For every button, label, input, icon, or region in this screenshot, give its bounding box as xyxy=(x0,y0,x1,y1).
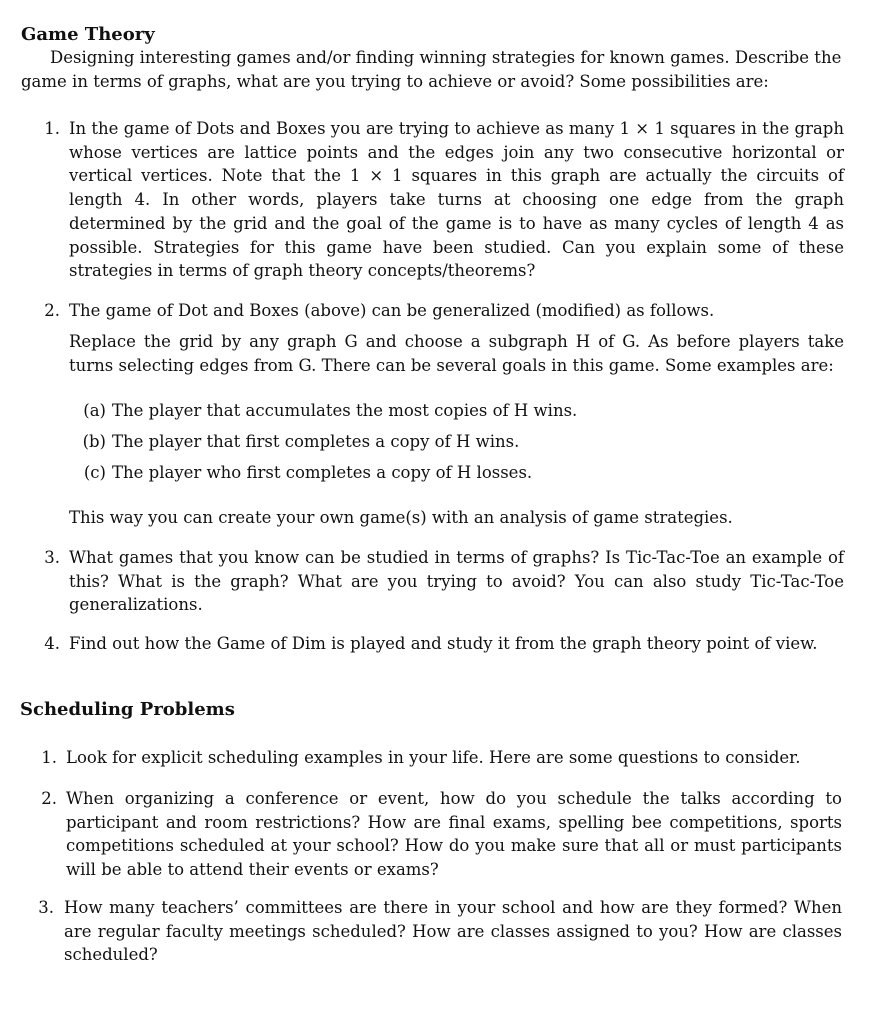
gt-item-4-number: 4. xyxy=(44,634,60,653)
sp-item-2-number: 2. xyxy=(41,789,57,808)
gt-item-2-number: 2. xyxy=(44,301,60,320)
sp-item-1-text: Look for explicit scheduling examples in your life. Here are some questions to consider. xyxy=(66,748,801,767)
intro-line-1: Designing interesting games and/or finding winning strategies for known games. Describe the xyxy=(50,48,842,67)
section-heading-game-theory: Game Theory xyxy=(21,24,155,45)
gt-item-2-paragraph: Replace the grid by any graph G and choose a subgraph H of G. As before players take turns selecting edges from G. There can be several goals in this game. Some examples are: xyxy=(69,332,844,375)
gt-subitem-a-text: The player that accumulates the most copies of H wins. xyxy=(112,401,578,420)
intro-line-2: game in terms of graphs, what are you trying to achieve or avoid? Some possibilities are: xyxy=(21,72,769,91)
sp-item-3-number: 3. xyxy=(38,898,54,917)
section-heading-scheduling: Scheduling Problems xyxy=(20,699,235,720)
gt-item-3-text: What games that you know can be studied in terms of graphs? Is Tic-Tac-Toe an example of this? What is the graph? What are you trying to avoid? You can also study Tic-Tac-Toe generalizations. xyxy=(69,548,844,615)
sp-item-1-number: 1. xyxy=(41,748,57,767)
sp-item-2-text: When organizing a conference or event, how do you schedule the talks according to participant and room restrictions? How are final exams, spelling bee competitions, sports competitions scheduled at your school? How do you make sure that all or must participants will be able to attend their events or exams? xyxy=(66,789,842,880)
sp-item-3-text: How many teachers’ committees are there in your school and how are they formed? When are regular faculty meetings scheduled? How are classes assigned to you? How are classes scheduled? xyxy=(64,898,842,965)
gt-subitem-c-label: (c) xyxy=(83,463,106,482)
gt-subitem-a-label: (a) xyxy=(83,401,106,420)
gt-subitem-c-text: The player who first completes a copy of H losses. xyxy=(112,463,533,482)
gt-item-4-text: Find out how the Game of Dim is played and study it from the graph theory point of view. xyxy=(69,634,818,653)
gt-item-2-closing: This way you can create your own game(s) with an analysis of game strategies. xyxy=(69,508,733,527)
gt-item-3-number: 3. xyxy=(44,548,60,567)
gt-subitem-b-text: The player that first completes a copy of H wins. xyxy=(112,432,520,451)
gt-subitem-b-label: (b) xyxy=(82,432,106,451)
gt-item-2-text: The game of Dot and Boxes (above) can be generalized (modified) as follows. xyxy=(69,301,715,320)
gt-item-1-text: In the game of Dots and Boxes you are trying to achieve as many 1 × 1 squares in the graph whose vertices are lattice points and the edges join any two consecutive horizontal or vertical vertices. Note that the 1 × 1 squares in this graph are actually the circuits of length 4. In other words, players take turns at choosing one edge from the graph determined by the grid and the goal of the game is to have as many cycles of length 4 as possible. Strategies for this game have been studied. Can you explain some of these strategies in terms of graph theory concepts/theorems? xyxy=(69,119,844,281)
gt-item-1-number: 1. xyxy=(44,119,60,138)
